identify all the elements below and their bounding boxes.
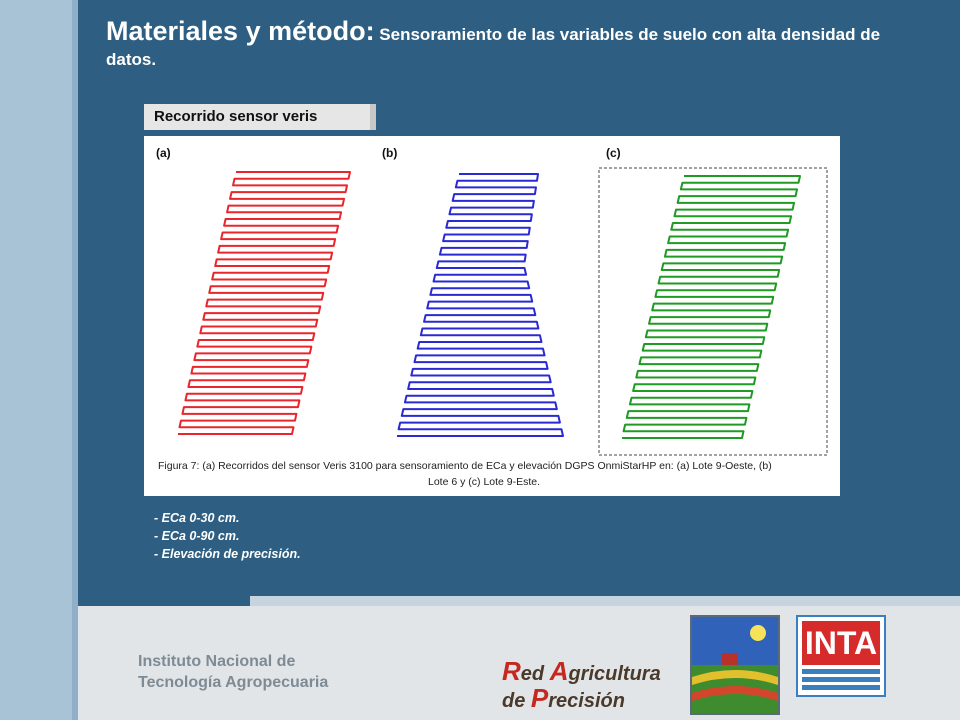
- slide-title: [106, 14, 906, 72]
- field-photo-logo: [690, 615, 780, 715]
- title-sub: Sensoramiento de las variables de suelo con alta densidad de datos.: [106, 25, 881, 70]
- rap-text-2: gricultura: [568, 663, 661, 685]
- red-agricultura-logo: [502, 658, 661, 713]
- rap-text-de: de: [502, 690, 531, 713]
- inta-logo: [796, 615, 886, 697]
- bullet-item: - ECa 0-90 cm.: [154, 529, 240, 544]
- rap-cap-p: P: [530, 683, 549, 714]
- inta-stripes-icon: [802, 669, 880, 691]
- panel-label-a: (a): [156, 146, 171, 160]
- path-c-lote-9-este: [622, 176, 800, 438]
- inta-logo-text: INTA: [802, 621, 880, 665]
- bottom-strip: [250, 596, 960, 606]
- bullet-list: [154, 509, 301, 563]
- panel-label-b: (b): [382, 146, 398, 160]
- sensor-path-figure: [144, 136, 840, 496]
- title-main: Materiales y método:: [106, 16, 375, 46]
- sensor-paths-svg: [144, 136, 840, 496]
- rap-text-1: ed: [520, 663, 550, 685]
- institute-name: [138, 652, 328, 694]
- bullet-item: - Elevación de precisión.: [154, 547, 301, 562]
- institute-line-2: Tecnología Agropecuaria: [138, 673, 329, 691]
- bullet-item: - ECa 0-30 cm.: [154, 511, 240, 525]
- path-b-lote-6: [397, 174, 563, 436]
- institute-line-1: Instituto Nacional de: [138, 653, 296, 670]
- rap-cap-r: R: [502, 656, 521, 686]
- caption-line-1: Figura 7: (a) Recorridos del sensor Veris 3100 para sensoramiento de ECa y elevación DGPS OnmiStarHP en: (a) Lote 9-Oeste, (b): [158, 460, 772, 472]
- figure-caption: [158, 458, 828, 491]
- field-photo-icon: [692, 617, 778, 713]
- section-tag: Recorrido sensor veris: [144, 104, 376, 130]
- left-band: [0, 0, 78, 720]
- rap-cap-a: A: [549, 656, 569, 686]
- rap-text-3: recisión: [548, 690, 625, 713]
- panel-label-c: (c): [606, 146, 621, 160]
- path-a-lote-9-oeste: [178, 172, 350, 434]
- caption-line-2: Lote 6 y (c) Lote 9-Este.: [428, 476, 541, 489]
